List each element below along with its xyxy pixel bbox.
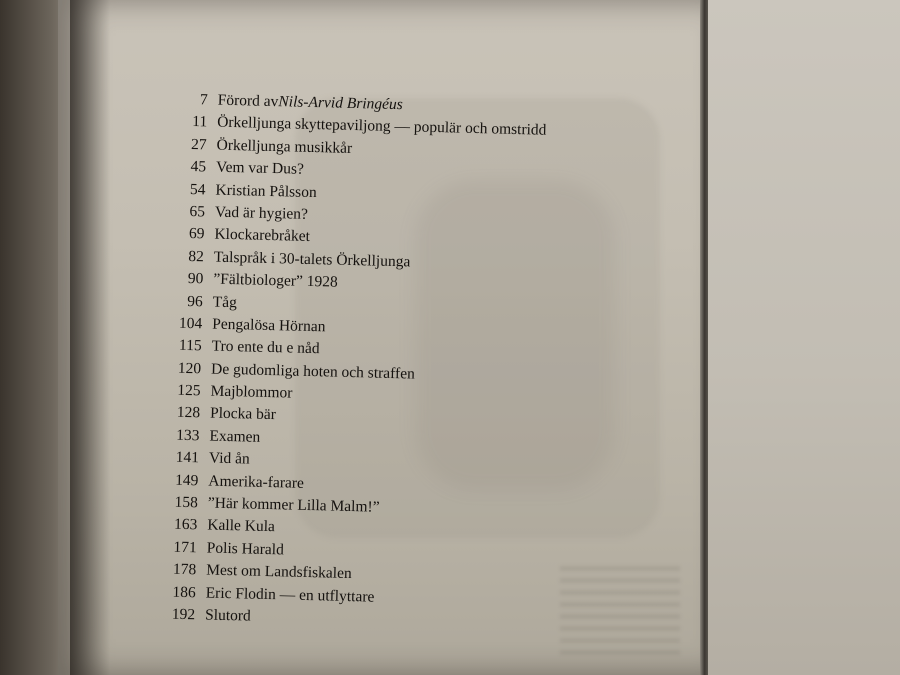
toc-page-number: 65 bbox=[189, 202, 206, 221]
toc-title: Mest om Landsfiskalen bbox=[206, 561, 352, 583]
toc-page-number: 149 bbox=[174, 471, 199, 489]
toc-page-number: 141 bbox=[175, 448, 200, 467]
toc-page-number: 133 bbox=[176, 426, 200, 445]
toc-page-number: 54 bbox=[189, 180, 206, 198]
toc-author-name: Nils-Arvid Bringéus bbox=[278, 93, 404, 114]
toc-page-number: 90 bbox=[187, 270, 204, 288]
toc-page-number: 171 bbox=[173, 538, 197, 557]
toc-title: De gudomliga hoten och straffen bbox=[210, 360, 416, 383]
toc-title: Slutord bbox=[204, 606, 251, 625]
toc-page-number: 45 bbox=[190, 158, 207, 176]
toc-title: Amerika-farare bbox=[208, 472, 305, 492]
toc-page-number: 7 bbox=[199, 91, 208, 109]
toc-page-number: 178 bbox=[172, 560, 197, 579]
toc-title: Polis Harald bbox=[206, 539, 285, 559]
toc-page-number: 82 bbox=[188, 247, 205, 266]
toc-page-number: 158 bbox=[174, 493, 199, 512]
toc-title: Examen bbox=[209, 427, 261, 446]
toc-title: Tro ente du e nåd bbox=[211, 337, 320, 358]
toc-title: Vem var Dus? bbox=[215, 158, 305, 178]
toc-title: Vad är hygien? bbox=[214, 203, 309, 223]
toc-page-number: 163 bbox=[173, 516, 198, 534]
toc-page-number: 11 bbox=[192, 113, 208, 131]
toc-page-number: 104 bbox=[178, 314, 203, 333]
toc-page-number: 125 bbox=[177, 381, 201, 400]
toc-title: Klockarebråket bbox=[214, 225, 311, 246]
toc-title: Plocka bär bbox=[209, 405, 277, 424]
toc-title: ”Fältbiologer” 1928 bbox=[213, 270, 338, 291]
toc-title: Majblommor bbox=[210, 382, 293, 402]
toc-title: Örkelljunga musikkår bbox=[216, 136, 353, 157]
table-of-contents bbox=[137, 88, 670, 638]
toc-title: ”Här kommer Lilla Malm!” bbox=[207, 494, 380, 516]
toc-page-number: 186 bbox=[172, 583, 196, 601]
toc-title: Pengalösa Hörnan bbox=[212, 315, 326, 336]
toc-title: Vid ån bbox=[208, 449, 250, 468]
toc-title: Tåg bbox=[212, 293, 238, 311]
toc-page-number: 120 bbox=[177, 359, 202, 378]
toc-page-number: 27 bbox=[190, 135, 207, 154]
toc-page-number: 128 bbox=[176, 404, 201, 422]
toc-page-number: 69 bbox=[188, 225, 205, 243]
toc-page-number: 115 bbox=[178, 337, 202, 355]
toc-page-number: 96 bbox=[187, 292, 204, 310]
adjacent-surface bbox=[708, 0, 900, 675]
toc-title: Kristian Pålsson bbox=[215, 181, 317, 201]
toc-title: Talspråk i 30-talets Örkelljunga bbox=[213, 248, 411, 271]
toc-title: Förord av bbox=[217, 91, 279, 111]
toc-title: Eric Flodin — en utflyttare bbox=[205, 584, 375, 606]
toc-title: Örkelljunga skyttepaviljong — populär och omstridd bbox=[216, 114, 547, 140]
spine-shadow bbox=[70, 0, 110, 675]
toc-title: Kalle Kula bbox=[207, 516, 276, 536]
toc-page-number: 192 bbox=[171, 605, 196, 624]
